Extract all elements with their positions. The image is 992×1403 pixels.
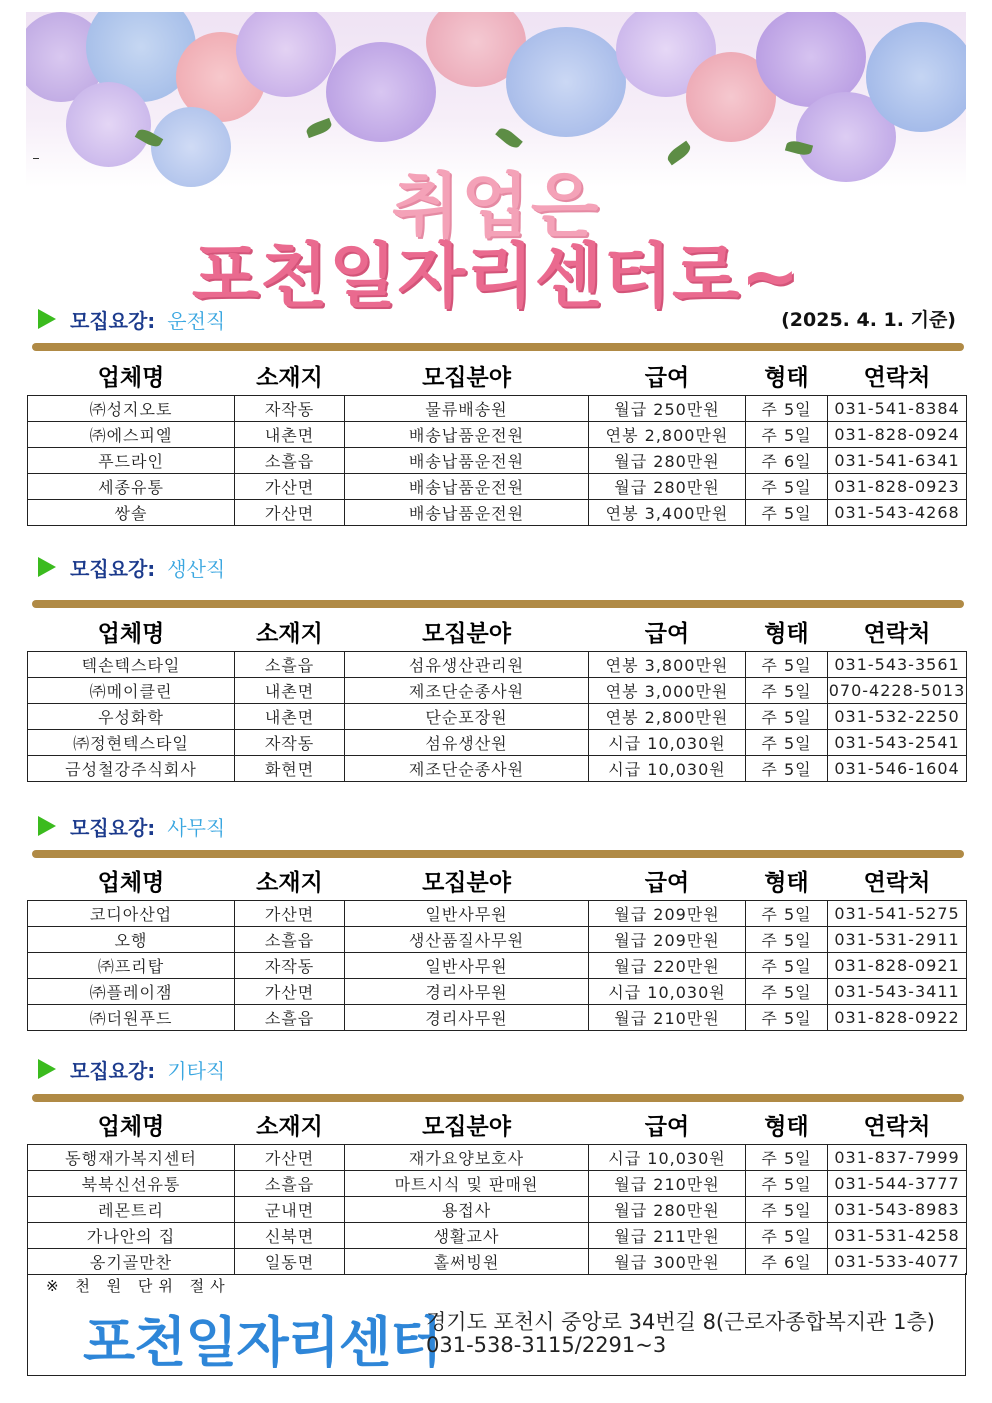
- table-cell: 일반사무원: [345, 901, 589, 927]
- column-header: 급여: [644, 1113, 690, 1140]
- footer-note: ※ 천 원 단위 절사: [46, 1277, 231, 1295]
- table-cell: 주 6일: [746, 1249, 828, 1275]
- table-cell: 031-837-7999: [828, 1145, 967, 1171]
- table-cell: 내촌면: [235, 678, 345, 704]
- table-cell: 용접사: [345, 1197, 589, 1223]
- triangle-bullet-icon: [38, 1059, 56, 1079]
- triangle-bullet-icon: [38, 557, 56, 577]
- table-cell: 주 5일: [746, 500, 828, 526]
- section-category: 기타직: [167, 1058, 226, 1083]
- section-category: 운전직: [167, 308, 226, 333]
- column-header: 소재지: [256, 1113, 323, 1140]
- column-header: 급여: [644, 364, 690, 391]
- table-row: [28, 1249, 967, 1275]
- table-cell: 시급 10,030원: [589, 979, 746, 1005]
- table-row: [28, 1171, 967, 1197]
- table-cell: 031-541-8384: [828, 396, 967, 422]
- table-cell: 연봉 2,800만원: [589, 422, 746, 448]
- table-cell: 031-531-2911: [828, 927, 967, 953]
- section-header: [38, 812, 225, 840]
- table-cell: 신북면: [235, 1223, 345, 1249]
- table-cell: 031-543-4268: [828, 500, 967, 526]
- table-row: [28, 1005, 967, 1031]
- table-cell: 주 5일: [746, 730, 828, 756]
- table-cell: 푸드라인: [28, 448, 235, 474]
- column-header: 업체명: [97, 869, 165, 896]
- table-header-row: [28, 611, 967, 652]
- table-cell: 쌍솔: [28, 500, 235, 526]
- table-cell: 일동면: [235, 1249, 345, 1275]
- column-header: 형태: [764, 620, 809, 647]
- table-cell: 시급 10,030원: [589, 756, 746, 782]
- table-cell: 가산면: [235, 474, 345, 500]
- table-cell: 단순포장원: [345, 704, 589, 730]
- table-cell: 주 5일: [746, 927, 828, 953]
- table-cell: 텍손텍스타일: [28, 652, 235, 678]
- table-cell: 자작동: [235, 730, 345, 756]
- table-cell: ㈜메이클린: [28, 678, 235, 704]
- table-cell: 031-541-6341: [828, 448, 967, 474]
- table-cell: 시급 10,030원: [589, 730, 746, 756]
- divider-bar: [32, 600, 964, 608]
- table-row: [28, 448, 967, 474]
- column-header: 소재지: [256, 364, 323, 391]
- table-cell: 월급 209만원: [589, 927, 746, 953]
- table-cell: 연봉 3,400만원: [589, 500, 746, 526]
- table-row: [28, 1197, 967, 1223]
- table-row: [28, 678, 967, 704]
- column-header: 형태: [764, 869, 809, 896]
- banner-title-line1: 취업은: [391, 165, 601, 247]
- center-address: 경기도 포천시 중앙로 34번길 8(근로자종합복지관 1층): [426, 1310, 935, 1334]
- section-header: [38, 1055, 225, 1083]
- column-header: 모집분야: [422, 620, 511, 647]
- table-cell: 031-544-3777: [828, 1171, 967, 1197]
- table-cell: 주 6일: [746, 448, 828, 474]
- table-cell: ㈜프리탑: [28, 953, 235, 979]
- table-cell: 마트시식 및 판매원: [345, 1171, 589, 1197]
- date-note: (2025. 4. 1. 기준): [781, 309, 956, 331]
- table-cell: 군내면: [235, 1197, 345, 1223]
- center-phone: 031-538-3115/2291~3: [426, 1333, 667, 1357]
- table-cell: 소흘읍: [235, 1005, 345, 1031]
- table-row: [28, 979, 967, 1005]
- table-cell: 031-543-3411: [828, 979, 967, 1005]
- table-cell: 배송납품운전원: [345, 448, 589, 474]
- table-cell: 월급 250만원: [589, 396, 746, 422]
- section-header: [38, 305, 225, 333]
- table-cell: 배송납품운전원: [345, 422, 589, 448]
- table-cell: 내촌면: [235, 422, 345, 448]
- table-row: [28, 901, 967, 927]
- table-cell: 가나안의 집: [28, 1223, 235, 1249]
- section-category: 사무직: [167, 815, 226, 840]
- section-label: 모집요강:: [70, 556, 156, 581]
- column-header: 형태: [764, 364, 809, 391]
- table-cell: 월급 220만원: [589, 953, 746, 979]
- column-header: 급여: [644, 620, 690, 647]
- table-cell: ㈜에스피엘: [28, 422, 235, 448]
- table-cell: 가산면: [235, 1145, 345, 1171]
- table-cell: 주 5일: [746, 704, 828, 730]
- table-row: [28, 1145, 967, 1171]
- jobs-table: [27, 860, 967, 1031]
- column-header: 소재지: [256, 620, 323, 647]
- table-cell: 070-4228-5013: [828, 678, 967, 704]
- table-cell: 세종유통: [28, 474, 235, 500]
- table-cell: 주 5일: [746, 756, 828, 782]
- divider-bar: [32, 343, 964, 351]
- table-cell: ㈜더원푸드: [28, 1005, 235, 1031]
- column-header: 형태: [764, 1113, 809, 1140]
- table-cell: 가산면: [235, 979, 345, 1005]
- table-cell: 031-543-3561: [828, 652, 967, 678]
- table-cell: 우성화학: [28, 704, 235, 730]
- banner-title-line2: 포천일자리센터로~: [191, 235, 801, 317]
- table-cell: 031-543-2541: [828, 730, 967, 756]
- table-cell: 금성철강주식회사: [28, 756, 235, 782]
- table-row: [28, 500, 967, 526]
- table-cell: 연봉 3,800만원: [589, 652, 746, 678]
- divider-bar: [32, 1094, 964, 1102]
- footer-box: [27, 1273, 966, 1376]
- table-cell: 섬유생산원: [345, 730, 589, 756]
- table-cell: 주 5일: [746, 901, 828, 927]
- table-cell: 주 5일: [746, 474, 828, 500]
- table-cell: 주 5일: [746, 396, 828, 422]
- table-cell: 월급 210만원: [589, 1005, 746, 1031]
- jobs-table: [27, 611, 967, 782]
- table-cell: 주 5일: [746, 678, 828, 704]
- table-cell: 내촌면: [235, 704, 345, 730]
- table-cell: 제조단순종사원: [345, 756, 589, 782]
- table-cell: 주 5일: [746, 953, 828, 979]
- column-header: 모집분야: [422, 1113, 511, 1140]
- table-cell: 자작동: [235, 953, 345, 979]
- jobs-table: [27, 355, 967, 526]
- table-cell: 섬유생산관리원: [345, 652, 589, 678]
- table-cell: 031-531-4258: [828, 1223, 967, 1249]
- table-cell: 소흘읍: [235, 448, 345, 474]
- table-cell: 월급 210만원: [589, 1171, 746, 1197]
- table-cell: 031-828-0923: [828, 474, 967, 500]
- table-row: [28, 704, 967, 730]
- table-cell: 소흘읍: [235, 1171, 345, 1197]
- column-header: 연락처: [863, 869, 931, 896]
- table-cell: 재가요양보호사: [345, 1145, 589, 1171]
- table-row: [28, 422, 967, 448]
- table-cell: 자작동: [235, 396, 345, 422]
- jobs-table: [27, 1104, 967, 1275]
- column-header: 업체명: [97, 1113, 165, 1140]
- table-cell: 가산면: [235, 901, 345, 927]
- table-cell: 031-543-8983: [828, 1197, 967, 1223]
- table-cell: 031-533-4077: [828, 1249, 967, 1275]
- column-header: 모집분야: [422, 364, 511, 391]
- table-cell: 코디아산업: [28, 901, 235, 927]
- table-cell: 배송납품운전원: [345, 474, 589, 500]
- table-row: [28, 396, 967, 422]
- table-cell: 오행: [28, 927, 235, 953]
- table-cell: 031-828-0922: [828, 1005, 967, 1031]
- table-cell: 가산면: [235, 500, 345, 526]
- table-header-row: [28, 1104, 967, 1145]
- table-cell: 레몬트리: [28, 1197, 235, 1223]
- triangle-bullet-icon: [38, 309, 56, 329]
- table-cell: 화현면: [235, 756, 345, 782]
- table-row: [28, 730, 967, 756]
- table-cell: 주 5일: [746, 1223, 828, 1249]
- column-header: 업체명: [97, 364, 165, 391]
- column-header: 연락처: [863, 1113, 931, 1140]
- table-cell: ㈜플레이잼: [28, 979, 235, 1005]
- table-cell: 소흘읍: [235, 652, 345, 678]
- table-cell: 생산품질사무원: [345, 927, 589, 953]
- section-label: 모집요강:: [70, 815, 156, 840]
- column-header: 급여: [644, 869, 690, 896]
- table-cell: 주 5일: [746, 422, 828, 448]
- table-cell: 월급 209만원: [589, 901, 746, 927]
- table-cell: 배송납품운전원: [345, 500, 589, 526]
- table-cell: 연봉 2,800만원: [589, 704, 746, 730]
- table-cell: 031-541-5275: [828, 901, 967, 927]
- center-name: 포천일자리센터: [83, 1311, 442, 1374]
- table-row: [28, 474, 967, 500]
- table-cell: 시급 10,030원: [589, 1145, 746, 1171]
- table-cell: 소흘읍: [235, 927, 345, 953]
- table-row: [28, 953, 967, 979]
- column-header: 모집분야: [422, 869, 511, 896]
- table-cell: 일반사무원: [345, 953, 589, 979]
- table-cell: 월급 211만원: [589, 1223, 746, 1249]
- table-header-row: [28, 860, 967, 901]
- table-cell: 제조단순종사원: [345, 678, 589, 704]
- table-cell: 주 5일: [746, 979, 828, 1005]
- table-cell: 동행재가복지센터: [28, 1145, 235, 1171]
- column-header: 업체명: [97, 620, 165, 647]
- divider-bar: [32, 850, 964, 858]
- table-header-row: [28, 355, 967, 396]
- table-row: [28, 927, 967, 953]
- section-header: [38, 553, 225, 581]
- table-cell: 주 5일: [746, 1145, 828, 1171]
- table-cell: 월급 280만원: [589, 474, 746, 500]
- table-cell: 경리사무원: [345, 1005, 589, 1031]
- table-cell: 월급 300만원: [589, 1249, 746, 1275]
- table-row: [28, 756, 967, 782]
- table-cell: 031-828-0924: [828, 422, 967, 448]
- section-label: 모집요강:: [70, 308, 156, 333]
- table-row: [28, 652, 967, 678]
- table-cell: 북북신선유통: [28, 1171, 235, 1197]
- section-category: 생산직: [167, 556, 226, 581]
- column-header: 소재지: [256, 869, 323, 896]
- table-cell: 031-828-0921: [828, 953, 967, 979]
- triangle-bullet-icon: [38, 816, 56, 836]
- table-cell: 월급 280만원: [589, 448, 746, 474]
- table-row: [28, 1223, 967, 1249]
- column-header: 연락처: [863, 620, 931, 647]
- table-cell: 031-546-1604: [828, 756, 967, 782]
- table-cell: 연봉 3,000만원: [589, 678, 746, 704]
- table-cell: 주 5일: [746, 652, 828, 678]
- column-header: 연락처: [863, 364, 931, 391]
- table-cell: 월급 280만원: [589, 1197, 746, 1223]
- section-label: 모집요강:: [70, 1058, 156, 1083]
- table-cell: 주 5일: [746, 1005, 828, 1031]
- table-cell: 생활교사: [345, 1223, 589, 1249]
- table-cell: 주 5일: [746, 1197, 828, 1223]
- table-cell: 물류배송원: [345, 396, 589, 422]
- table-cell: 경리사무원: [345, 979, 589, 1005]
- table-cell: 031-532-2250: [828, 704, 967, 730]
- table-cell: 주 5일: [746, 1171, 828, 1197]
- table-cell: 옹기골만찬: [28, 1249, 235, 1275]
- table-cell: 홀써빙원: [345, 1249, 589, 1275]
- table-cell: ㈜성지오토: [28, 396, 235, 422]
- table-cell: ㈜정현텍스타일: [28, 730, 235, 756]
